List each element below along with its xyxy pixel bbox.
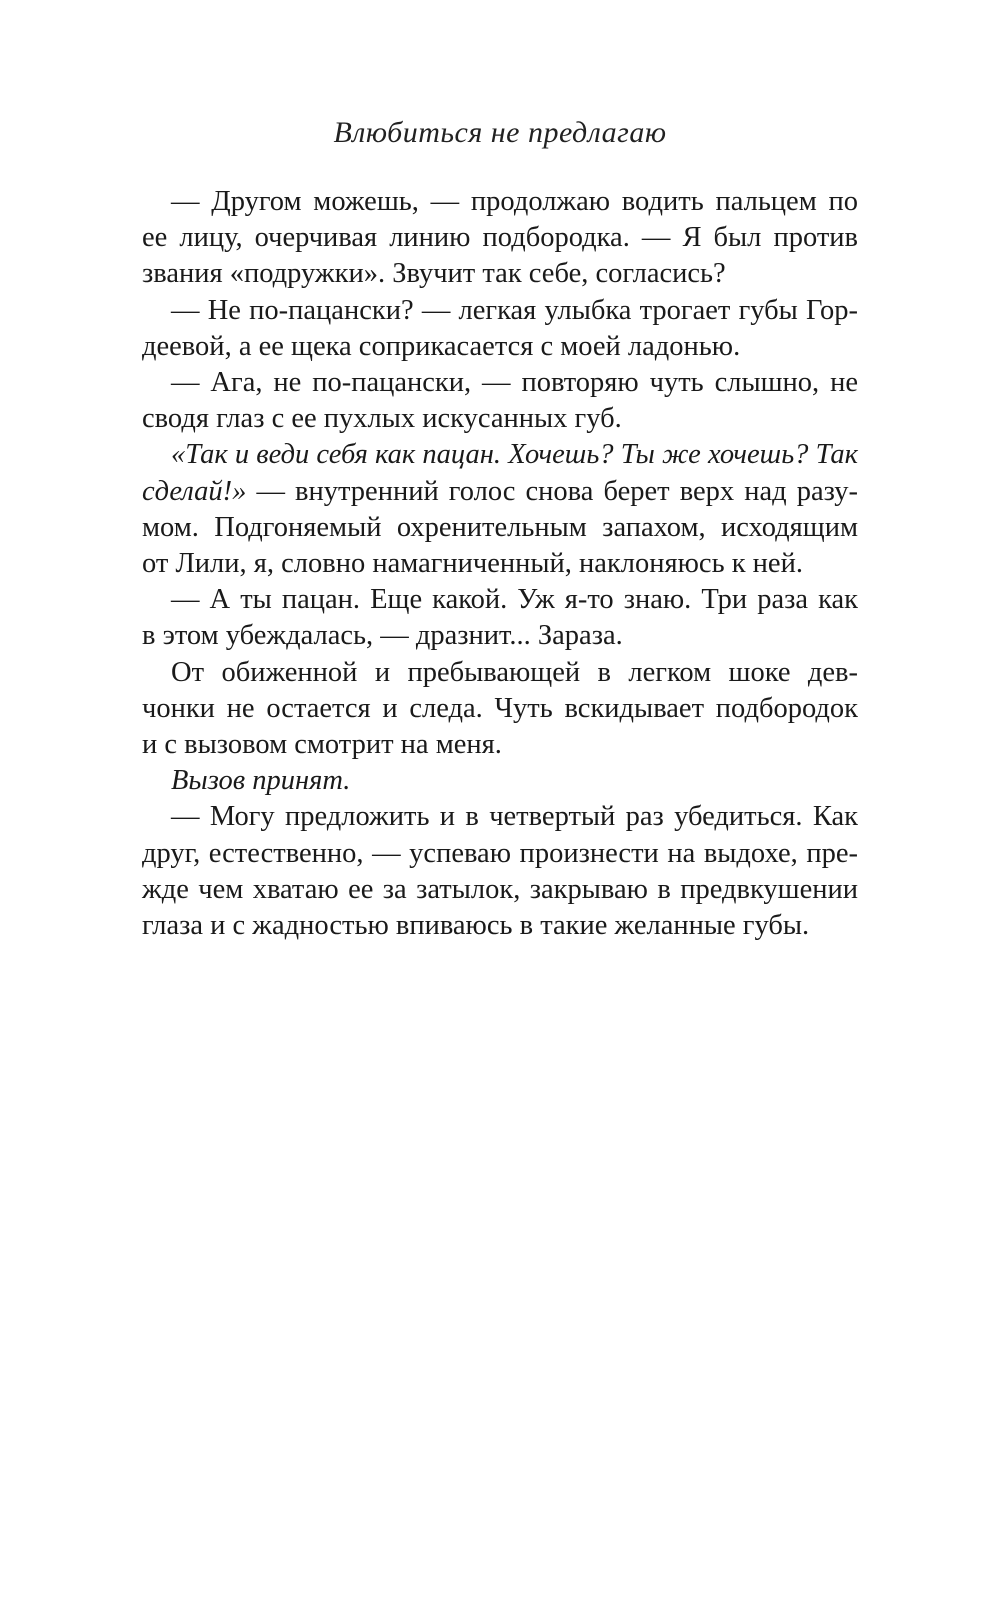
paragraph <box>142 799 858 944</box>
text-line: деевой, а ее щека соприкасается с моей ладонью. <box>142 330 741 362</box>
italic-text: «Так и веди себя как пацан. Хочешь? Ты же хочешь? Так <box>171 439 858 471</box>
text-fragment: — внутренний голос снова берет верх над разу- <box>246 475 858 507</box>
text-line: звания «подружки». Звучит так себе, согласись? <box>142 258 726 290</box>
text-line: друг, естественно, — успеваю произнести на выдохе, пре- <box>142 837 858 869</box>
paragraph <box>142 293 858 365</box>
paragraph <box>142 365 858 437</box>
text-line: — А ты пацан. Еще какой. Уж я-то знаю. Три раза как <box>171 584 858 616</box>
paragraph <box>142 582 858 654</box>
text-line: — Могу предложить и в четвертый раз убедиться. Как <box>171 801 858 833</box>
text-line: — Другом можешь, — продолжаю водить пальцем по <box>171 186 858 217</box>
running-head: Влюбиться не предлагаю <box>333 116 667 149</box>
text-line: глаза и с жадностью впиваюсь в такие желанные губы. <box>142 910 810 942</box>
text-line: мом. Подгоняемый охренительным запахом, исходящим <box>142 511 858 543</box>
text-line: ее лицу, очерчивая линию подбородка. — Я был против <box>142 222 858 254</box>
text-line: и с вызовом смотрит на меня. <box>142 729 502 761</box>
text-line: — Ага, не по-пацански, — повторяю чуть слышно, не <box>171 367 858 399</box>
paragraph <box>142 763 858 799</box>
paragraph <box>142 655 858 764</box>
text-line: от Лили, я, словно намагниченный, наклоняюсь к ней. <box>142 548 803 580</box>
text-line <box>142 474 858 510</box>
text-line: сводя глаз с ее пухлых искусанных губ. <box>142 403 622 435</box>
body-text <box>142 184 858 944</box>
text-line: — Не по-пацански? — легкая улыбка трогает губы Гор- <box>171 294 858 326</box>
text-line <box>142 763 858 799</box>
text-line <box>142 437 858 473</box>
paragraph <box>142 437 858 582</box>
text-line: чонки не остается и следа. Чуть вскидывает подбородок <box>142 692 858 724</box>
paragraph <box>142 184 858 293</box>
text-line: жде чем хватаю ее за затылок, закрываю в предвкушении <box>142 873 858 905</box>
text-line: От обиженной и пребывающей в легком шоке дев- <box>171 656 858 688</box>
italic-text: Вызов принят. <box>171 765 351 797</box>
italic-text: сделай!» <box>142 475 247 507</box>
text-line: в этом убеждалась, — дразнит... Зараза. <box>142 620 623 652</box>
